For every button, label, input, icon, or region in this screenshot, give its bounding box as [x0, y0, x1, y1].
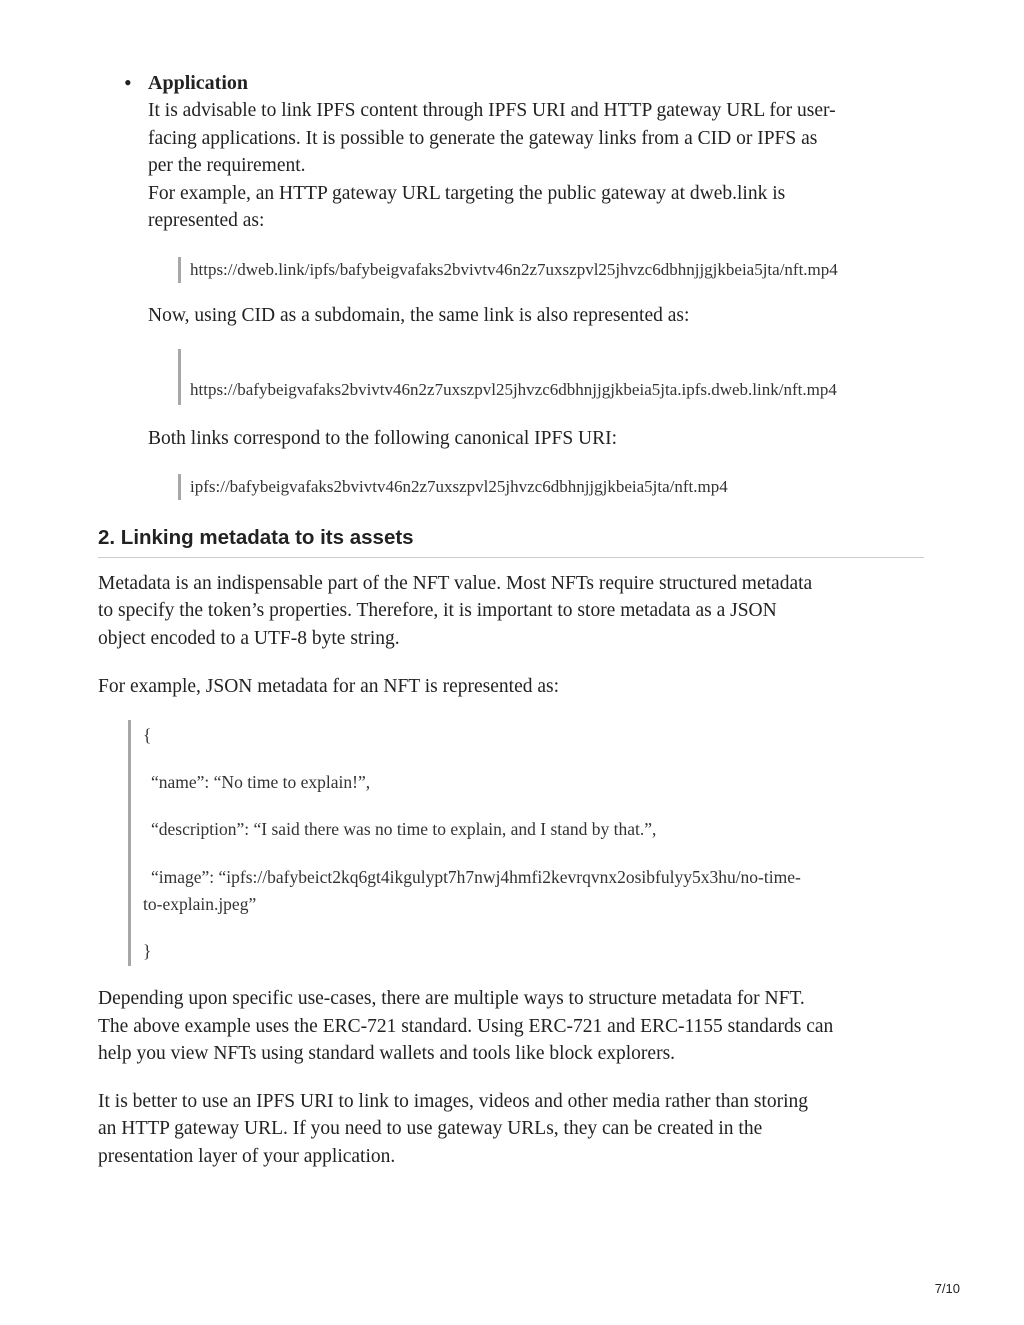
section-heading: 2. Linking metadata to its assets [98, 523, 924, 558]
json-open-brace: { [143, 725, 152, 745]
application-bullet [148, 70, 928, 235]
usecase-paragraph-line: The above example uses the ERC-721 standard. Using ERC-721 and ERC-1155 standards can [98, 1016, 834, 1037]
json-name-line: “name”: “No time to explain!”, [151, 772, 371, 792]
gateway-url-quote: https://dweb.link/ipfs/bafybeigvafaks2bvivtv46n2z7uxszpvl25jhvzc6dbhnjjgjkbeia5jta/nft.mp4 [178, 257, 838, 283]
bullet-marker: • [124, 70, 132, 95]
bullet-title: Application [148, 72, 249, 94]
ipfs-uri-paragraph-line: It is better to use an IPFS URI to link to images, videos and other media rather than storing [98, 1091, 808, 1112]
bullet-text-line: facing applications. It is possible to generate the gateway links from a CID or IPFS as [148, 127, 818, 149]
page-number: 7/10 [934, 1281, 960, 1296]
json-description-line: “description”: “I said there was no time to explain, and I stand by that.”, [151, 819, 657, 839]
json-image-line: “image”: “ipfs://bafybeict2kq6gt4ikgulypt7h7nwj4hmfi2kevrqvnx2osibfulyy5x3hu/no-time- [151, 867, 801, 887]
json-example-intro: For example, JSON metadata for an NFT is represented as: [98, 676, 560, 697]
metadata-paragraph-line: Metadata is an indispensable part of the NFT value. Most NFTs require structured metadata [98, 573, 813, 594]
usecase-paragraph-line: Depending upon specific use-cases, there are multiple ways to structure metadata for NFT. [98, 988, 805, 1009]
ipfs-uri-paragraph-line: an HTTP gateway URL. If you need to use gateway URLs, they can be created in the [98, 1118, 763, 1139]
bullet-text-line: per the requirement. [148, 155, 306, 176]
bullet-text-line: represented as: [148, 210, 265, 231]
subdomain-paragraph: Now, using CID as a subdomain, the same link is also represented as: [148, 305, 690, 326]
usecase-paragraph-line: help you view NFTs using standard wallets and tools like block explorers. [98, 1043, 676, 1064]
json-close-brace: } [143, 941, 152, 961]
subdomain-url-quote: https://bafybeigvafaks2bvivtv46n2z7uxszpvl25jhvzc6dbhnjjgjkbeia5jta.ipfs.dweb.link/nft.mp4 [178, 349, 837, 405]
bullet-text-line: For example, an HTTP gateway URL targeting the public gateway at dweb.link is [148, 182, 786, 204]
canonical-uri-quote: ipfs://bafybeigvafaks2bvivtv46n2z7uxszpvl25jhvzc6dbhnjjgjkbeia5jta/nft.mp4 [178, 474, 728, 500]
bullet-text-line: It is advisable to link IPFS content through IPFS URI and HTTP gateway URL for user- [148, 100, 836, 121]
metadata-paragraph-line: object encoded to a UTF-8 byte string. [98, 628, 400, 649]
metadata-paragraph-line: to specify the token’s properties. Therefore, it is important to store metadata as a JSON [98, 600, 777, 621]
ipfs-uri-paragraph-line: presentation layer of your application. [98, 1146, 396, 1167]
json-image-line-continued: to-explain.jpeg” [143, 894, 257, 914]
json-metadata-block [128, 720, 918, 966]
canonical-paragraph: Both links correspond to the following canonical IPFS URI: [148, 428, 618, 449]
